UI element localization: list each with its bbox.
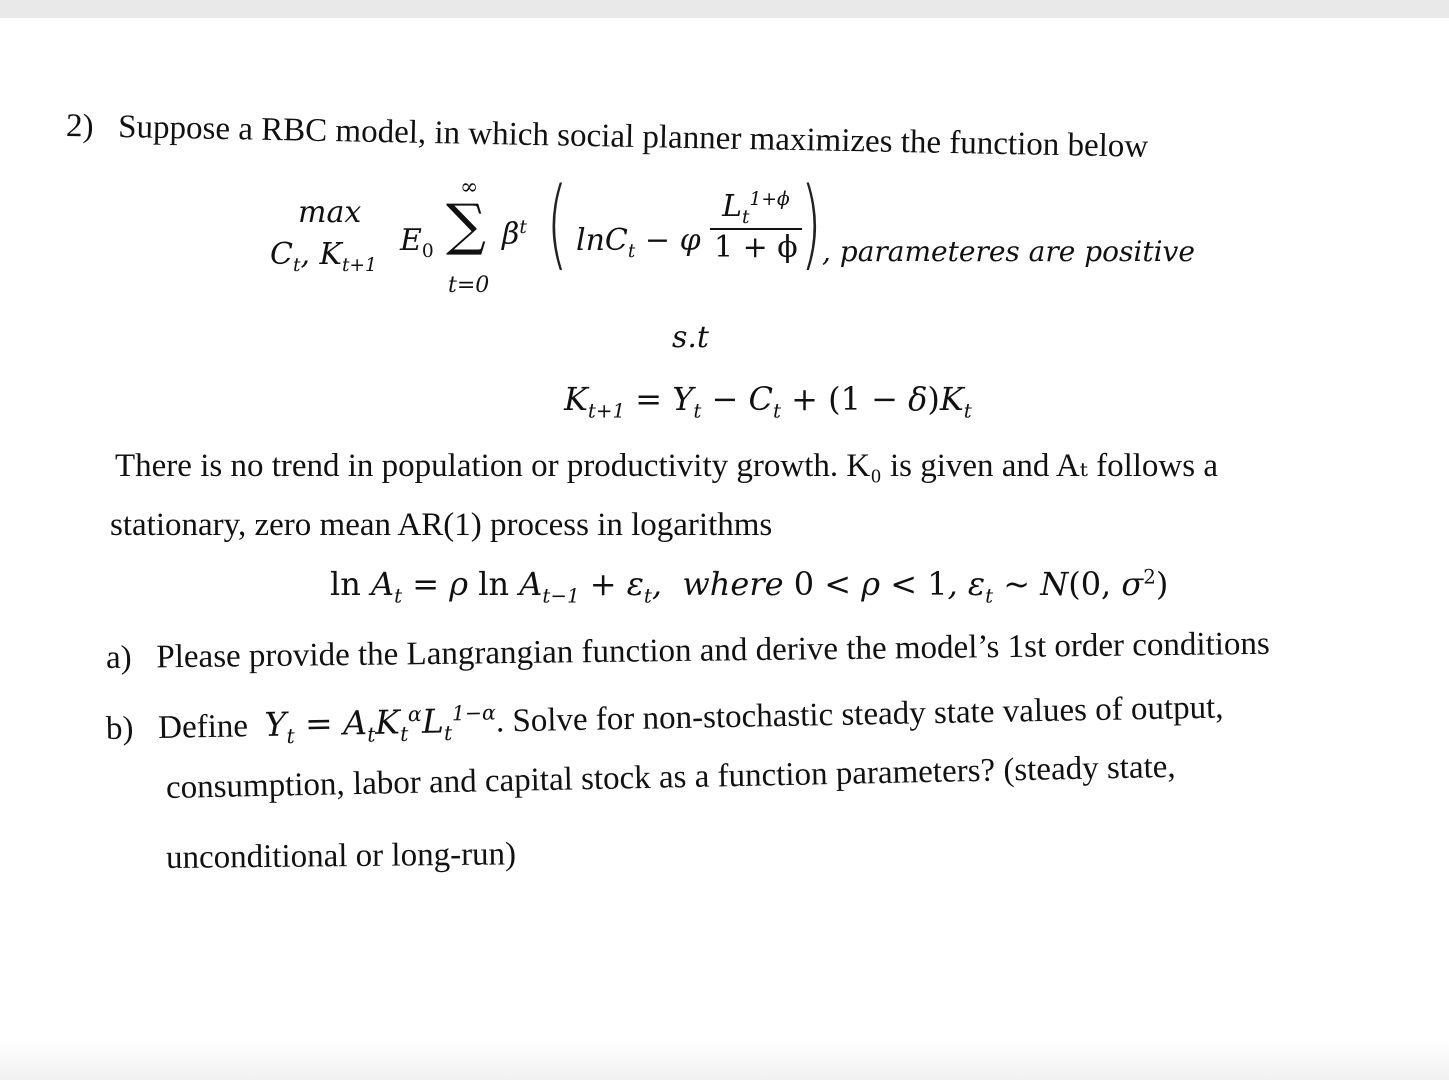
disutility-fraction: $\frac{L_t^{1+\phi}}{1 + \phi}$: [710, 189, 802, 265]
question-number: 2): [65, 108, 94, 145]
objective-function: [270, 167, 1230, 305]
part-b-label: b): [105, 710, 134, 747]
part-b-line-2: consumption, labor and capital stock as a function parameters? (steady state,: [165, 748, 1176, 806]
left-paren: (: [546, 167, 568, 281]
subject-to-label: s.t: [672, 320, 709, 355]
question-heading: [66, 108, 1149, 166]
budget-constraint: $K_{t+1} = Y_t - C_t + (1 - \delta)K_t$: [564, 380, 972, 423]
expectation-operator: $E_0$: [400, 223, 434, 262]
max-variables: $C_t$, $K_{t+1}$: [270, 237, 377, 276]
sum-upper-limit: ∞: [460, 175, 479, 200]
part-a: [106, 626, 1270, 677]
production-function: $Y_t = A_tK_t^\alpha L_t^{1-\alpha}$: [264, 700, 497, 749]
paragraph-line-1: There is no trend in population or productivity growth. K₀ is given and Aₜ follows a: [115, 448, 1218, 484]
question-intro: Suppose a RBC model, in which social planner maximizes the function below: [117, 109, 1149, 165]
part-b: [106, 687, 1224, 752]
discount-factor: $\beta^t$: [502, 217, 527, 252]
top-edge: [0, 0, 1449, 18]
part-a-text: Please provide the Langrangian function and derive the model’s 1st order conditions: [156, 625, 1270, 676]
log-consumption: lnC$_t$ − φ: [576, 223, 701, 262]
part-b-rest: . Solve for non-stochastic steady state values of output,: [495, 689, 1224, 740]
paragraph-line-2: stationary, zero mean AR(1) process in logarithms: [110, 507, 773, 543]
part-a-label: a): [105, 639, 132, 676]
ar1-process: $\ln A_t = \rho$ $\ln A_{t-1} + \varepsilon_t$, where 0 < ρ < 1, $\varepsilon_t$ ~ N(0, $\sigma^2$): [330, 565, 1169, 608]
part-b-prefix: Define: [157, 708, 249, 746]
part-b-line-3: unconditional or long-run): [165, 836, 517, 876]
sum-lower-limit: t=0: [448, 273, 490, 298]
max-label: max: [298, 195, 362, 230]
bottom-edge: [0, 1040, 1449, 1080]
sum-symbol: ∑: [446, 193, 486, 258]
right-paren: ): [800, 167, 822, 281]
parameter-note: , parameteres are positive: [822, 235, 1195, 268]
